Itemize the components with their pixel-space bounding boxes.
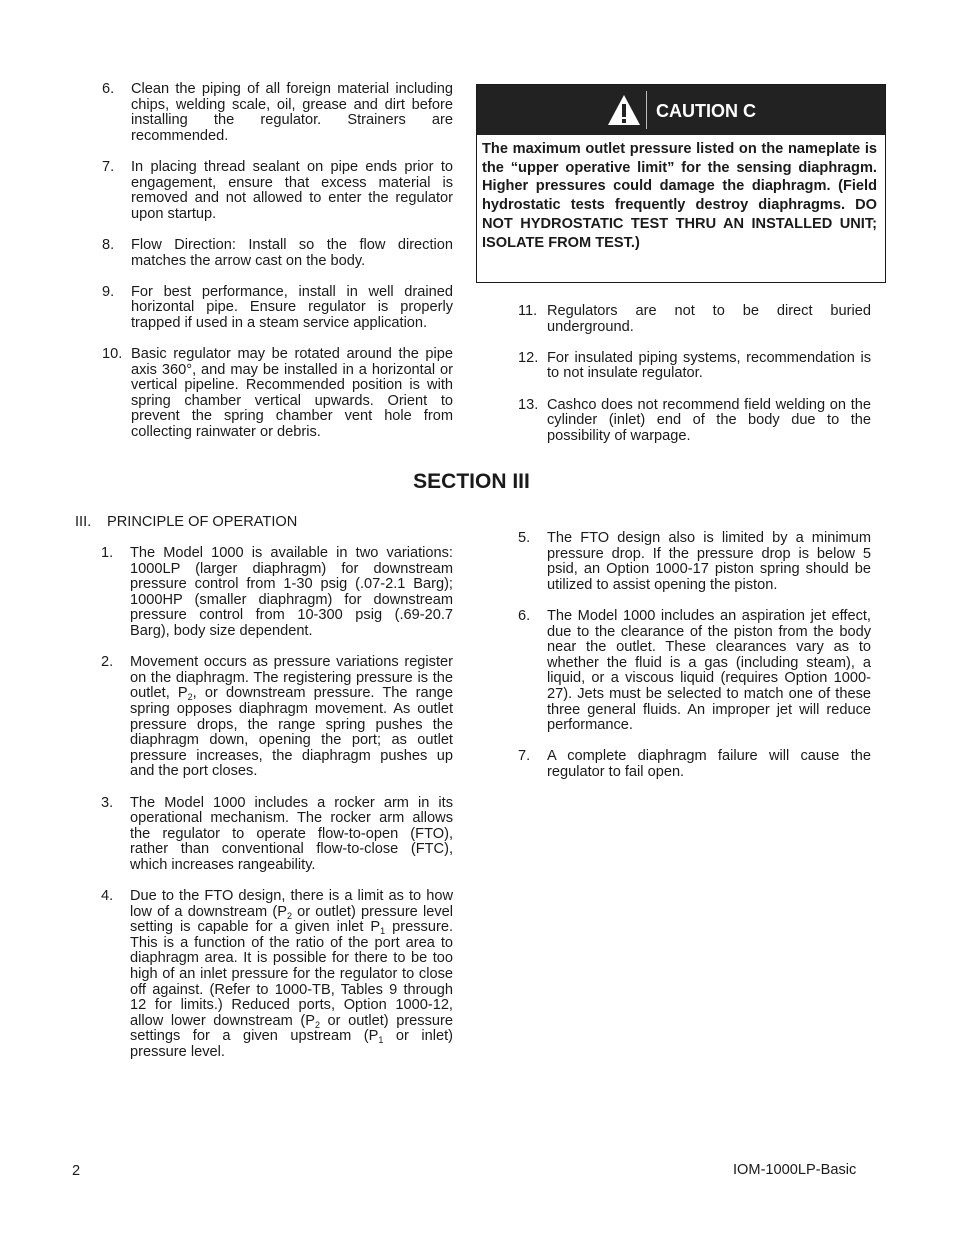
caution-divider xyxy=(646,91,647,129)
right-top-list xyxy=(518,304,871,460)
section-title: SECTION III xyxy=(413,470,530,493)
caution-body: The maximum outlet pressure listed on the nameplate is the “upper operative limit” for the sensing diaphragm. Higher pressures could damage the diaphragm. (Field hydrostatic tests frequently destroy diaphragms. DO NOT HYDROSTATIC TEST THRU AN INSTALLED UNIT; ISOLATE FROM TEST.) xyxy=(482,141,877,251)
document-id: IOM-1000LP-Basic xyxy=(733,1162,857,1178)
list-item: 11. Regulators are not to be direct buried underground. xyxy=(518,303,871,335)
caution-title: CAUTION C xyxy=(656,101,756,121)
list-item: 6. The Model 1000 includes an aspiration jet effect, due to the clearance of the piston from the body near the outlet. These clearances vary as to whether the fluid is a gas (including steam), a liquid, or a viscous liquid (requires Option 1000-27). Jets must be selected to match one of these three general fluids. An improper jet will reduce performance. xyxy=(518,607,871,734)
list-item: 13. Cashco does not recommend field welding on the cylinder (inlet) end of the body due to the possibility of warpage. xyxy=(518,396,871,444)
list-item: 7. In placing thread sealant on pipe ends prior to engagement, ensure that excess material is removed and not allowed to enter the regulator upon startup. xyxy=(102,158,453,222)
list-item: 9. For best performance, install in well drained horizontal pipe. Ensure regulator is properly trapped if used in a steam service application. xyxy=(102,283,453,331)
list-item: 4. Due to the FTO design, there is a limit as to how low of a downstream ($P_2$ or outlet) pressure level setting is capable for a given inlet $P_1$ pressure. This is a function of the ratio of the port area to diaphragm area. It is possible for there to be too high of an inlet pressure for the regulator to close off against. (Refer to 1000-TB, Tables 9 through 12 for limits.) Reduced ports, Option 1000-12, allow lower downstream ($P_2$ or outlet) pressure settings for a given upstream ($P_1$ or inlet) pressure level. xyxy=(101,888,454,1060)
page-number: 2 xyxy=(72,1163,81,1179)
list-item: 12. For insulated piping systems, recommendation is to not insulate regulator. xyxy=(518,349,871,382)
principle-heading: III. PRINCIPLE OF OPERATION xyxy=(75,514,298,530)
list-item: 1. The Model 1000 is available in two variations: 1000LP (larger diaphragm) for downstream pressure control from 1-30 psig (.07-2.1 Barg); 1000HP (smaller diaphragm) for downstream pressure control from 10-300 psig (.69-20.7 Barg), body size dependent. xyxy=(101,545,453,639)
list-item: 5. The FTO design also is limited by a minimum pressure drop. If the pressure drop is below 5 psid, an Option 1000-17 piston spring should be utilized to assist opening the piston. xyxy=(518,530,871,593)
list-item: 3. The Model 1000 includes a rocker arm in its operational mechanism. The rocker arm allows the regulator to operate flow-to-open (FTO), rather than conventional flow-to-close (FTC), which increases rangeability. xyxy=(101,794,453,873)
left-top-list xyxy=(102,82,453,456)
list-item: 2. Movement occurs as pressure variations register on the diaphragm. The registering pressure is the outlet, $P_2$, or downstream pressure. The range spring opposes diaphragm movement. As outlet pressure drops, the range spring pushes the diaphragm down, opening the port; as outlet pressure increases, the diaphragm pushes up and the port closes. xyxy=(101,654,454,780)
left-bottom-list xyxy=(101,546,453,1076)
caution-box xyxy=(476,84,886,283)
list-item: 10. Basic regulator may be rotated around the pipe axis 360°, and may be installed in a horizontal or vertical pipeline. Recommended position is with spring chamber vertical upwards. Orient to prevent the spring chamber vent hole from collecting rainwater or debris. xyxy=(102,346,453,441)
list-item: 6. Clean the piping of all foreign material including chips, welding scale, oil, grease and dirt before installing the regulator. Strainers are recommended. xyxy=(102,81,453,144)
warning-triangle-icon xyxy=(604,89,644,131)
list-item: 8. Flow Direction: Install so the flow direction matches the arrow cast on the body. xyxy=(102,236,453,269)
right-bottom-list xyxy=(518,531,871,796)
list-item: 7. A complete diaphragm failure will cause the regulator to fail open. xyxy=(518,748,871,780)
caution-header xyxy=(477,85,885,135)
